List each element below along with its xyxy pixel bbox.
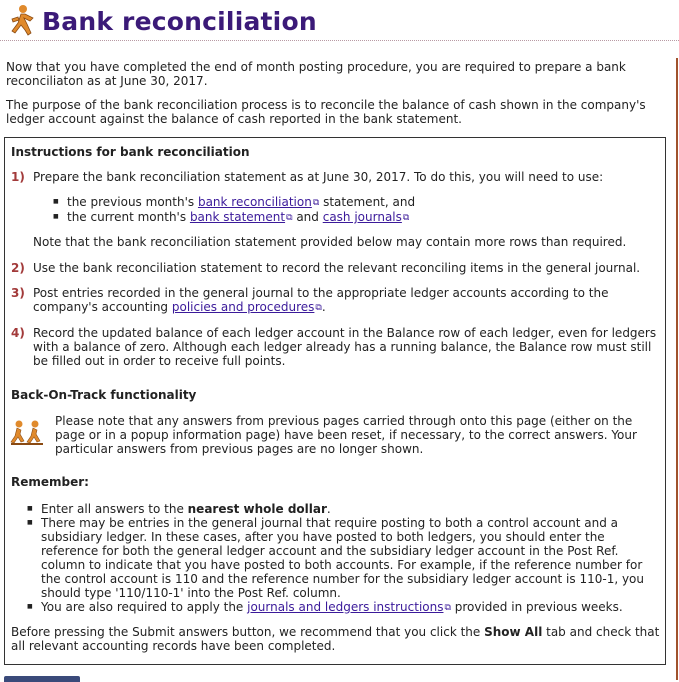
cash-journals-link[interactable]: cash journals bbox=[322, 210, 402, 224]
step-text-part: Post entries recorded in the general journal to the appropriate ledger accounts according to the company's accounting bbox=[33, 286, 609, 314]
intro-paragraph-2: The purpose of the bank reconciliation process is to reconcile the balance of cash shown in the company's ledger account against the balance of cash reported in the bank statement. bbox=[6, 98, 646, 126]
back-on-track-text: Please note that any answers from previous pages carried through onto this page (either on the page or in a popup information page) have been reset, if necessary, to the correct answers. Your particular answers from previous pages are no longer shown. bbox=[55, 414, 637, 456]
page-title: Bank reconciliation bbox=[42, 7, 317, 36]
external-link-icon: ⧉ bbox=[444, 603, 451, 613]
list-item bbox=[27, 600, 663, 615]
instructions-title: Instructions for bank reconciliation bbox=[11, 145, 250, 159]
bank-statement-link[interactable]: bank statement bbox=[189, 210, 286, 224]
step-text: Prepare the bank reconciliation statement as at June 30, 2017. To do this, you will need to use: bbox=[33, 170, 604, 184]
step-number: 2) bbox=[11, 261, 25, 275]
back-on-track-icon bbox=[9, 418, 45, 448]
external-link-icon: ⧉ bbox=[402, 213, 410, 223]
step-text: Use the bank reconciliation statement to record the relevant reconciling items in the general journal. bbox=[33, 261, 641, 275]
submit-button-edge[interactable] bbox=[4, 676, 80, 682]
final-note bbox=[11, 625, 661, 653]
external-link-icon: ⧉ bbox=[315, 303, 322, 313]
list-item-text: the current month's bbox=[67, 210, 190, 224]
right-border-rule bbox=[676, 58, 678, 680]
remember-title: Remember: bbox=[11, 475, 89, 489]
journals-and-ledgers-instructions-link[interactable]: journals and ledgers instructions bbox=[247, 600, 444, 614]
list-item-text: Enter all answers to the bbox=[41, 502, 188, 516]
page-header bbox=[0, 0, 679, 41]
list-item-text: the previous month's bbox=[67, 195, 198, 209]
remember-list bbox=[27, 502, 663, 615]
list-item bbox=[53, 210, 415, 225]
list-item-text: You are also required to apply the bbox=[41, 600, 248, 614]
final-note-text: tab and check that all relevant accounting records have been completed. bbox=[11, 625, 660, 653]
list-item bbox=[27, 502, 663, 516]
instructions-box bbox=[4, 137, 666, 665]
list-item: ■ There may be entries in the general journal that require posting to both a control account and a subsidiary ledger. In these cases, after you have posted to both ledgers, you should enter the reference for both the general ledger account and the subsidiary ledger account in the Post Ref. column to indicate that you have posted to both accounts. For example, if the reference number for the control account is 110 and the reference number for the subsidiary ledger account is 110-1, you should type '110/110-1' into the Post Ref. column. bbox=[27, 516, 663, 600]
resources-list bbox=[53, 195, 415, 225]
step-number: 1) bbox=[11, 170, 25, 184]
back-on-track-title: Back-On-Track functionality bbox=[11, 388, 197, 402]
final-note-bold: Show All bbox=[484, 625, 543, 639]
step-number: 3) bbox=[11, 286, 25, 300]
bank-reconciliation-link[interactable]: bank reconciliation bbox=[197, 195, 312, 209]
intro-paragraph-1: Now that you have completed the end of month posting procedure, you are required to prepare a bank reconciliaton as at June 30, 2017. bbox=[6, 60, 626, 88]
step-text-part: . bbox=[321, 300, 326, 314]
list-item-text: statement, and bbox=[319, 195, 416, 209]
external-link-icon: ⧉ bbox=[286, 213, 293, 223]
list-item-text: provided in previous weeks. bbox=[450, 600, 623, 614]
external-link-icon: ⧉ bbox=[312, 198, 320, 208]
list-item-bold: nearest whole dollar bbox=[187, 502, 327, 516]
policies-and-procedures-link[interactable]: policies and procedures bbox=[171, 300, 315, 314]
running-figure-icon bbox=[6, 4, 36, 36]
step-text bbox=[33, 286, 661, 315]
step-number: 4) bbox=[11, 326, 25, 340]
list-item-text: and bbox=[292, 210, 323, 224]
step-note-text: Note that the bank reconciliation statement provided below may contain more rows than required. bbox=[33, 235, 627, 249]
list-item bbox=[53, 195, 415, 210]
list-item-text: . bbox=[326, 502, 331, 516]
step-text: Record the updated balance of each ledger account in the Balance row of each ledger, even for ledgers with a balance of zero. Although each ledger already has a running balance, the Balance row must still be filled out in order to receive full points. bbox=[33, 326, 657, 368]
final-note-text: Before pressing the Submit answers button, we recommend that you click the bbox=[11, 625, 485, 639]
